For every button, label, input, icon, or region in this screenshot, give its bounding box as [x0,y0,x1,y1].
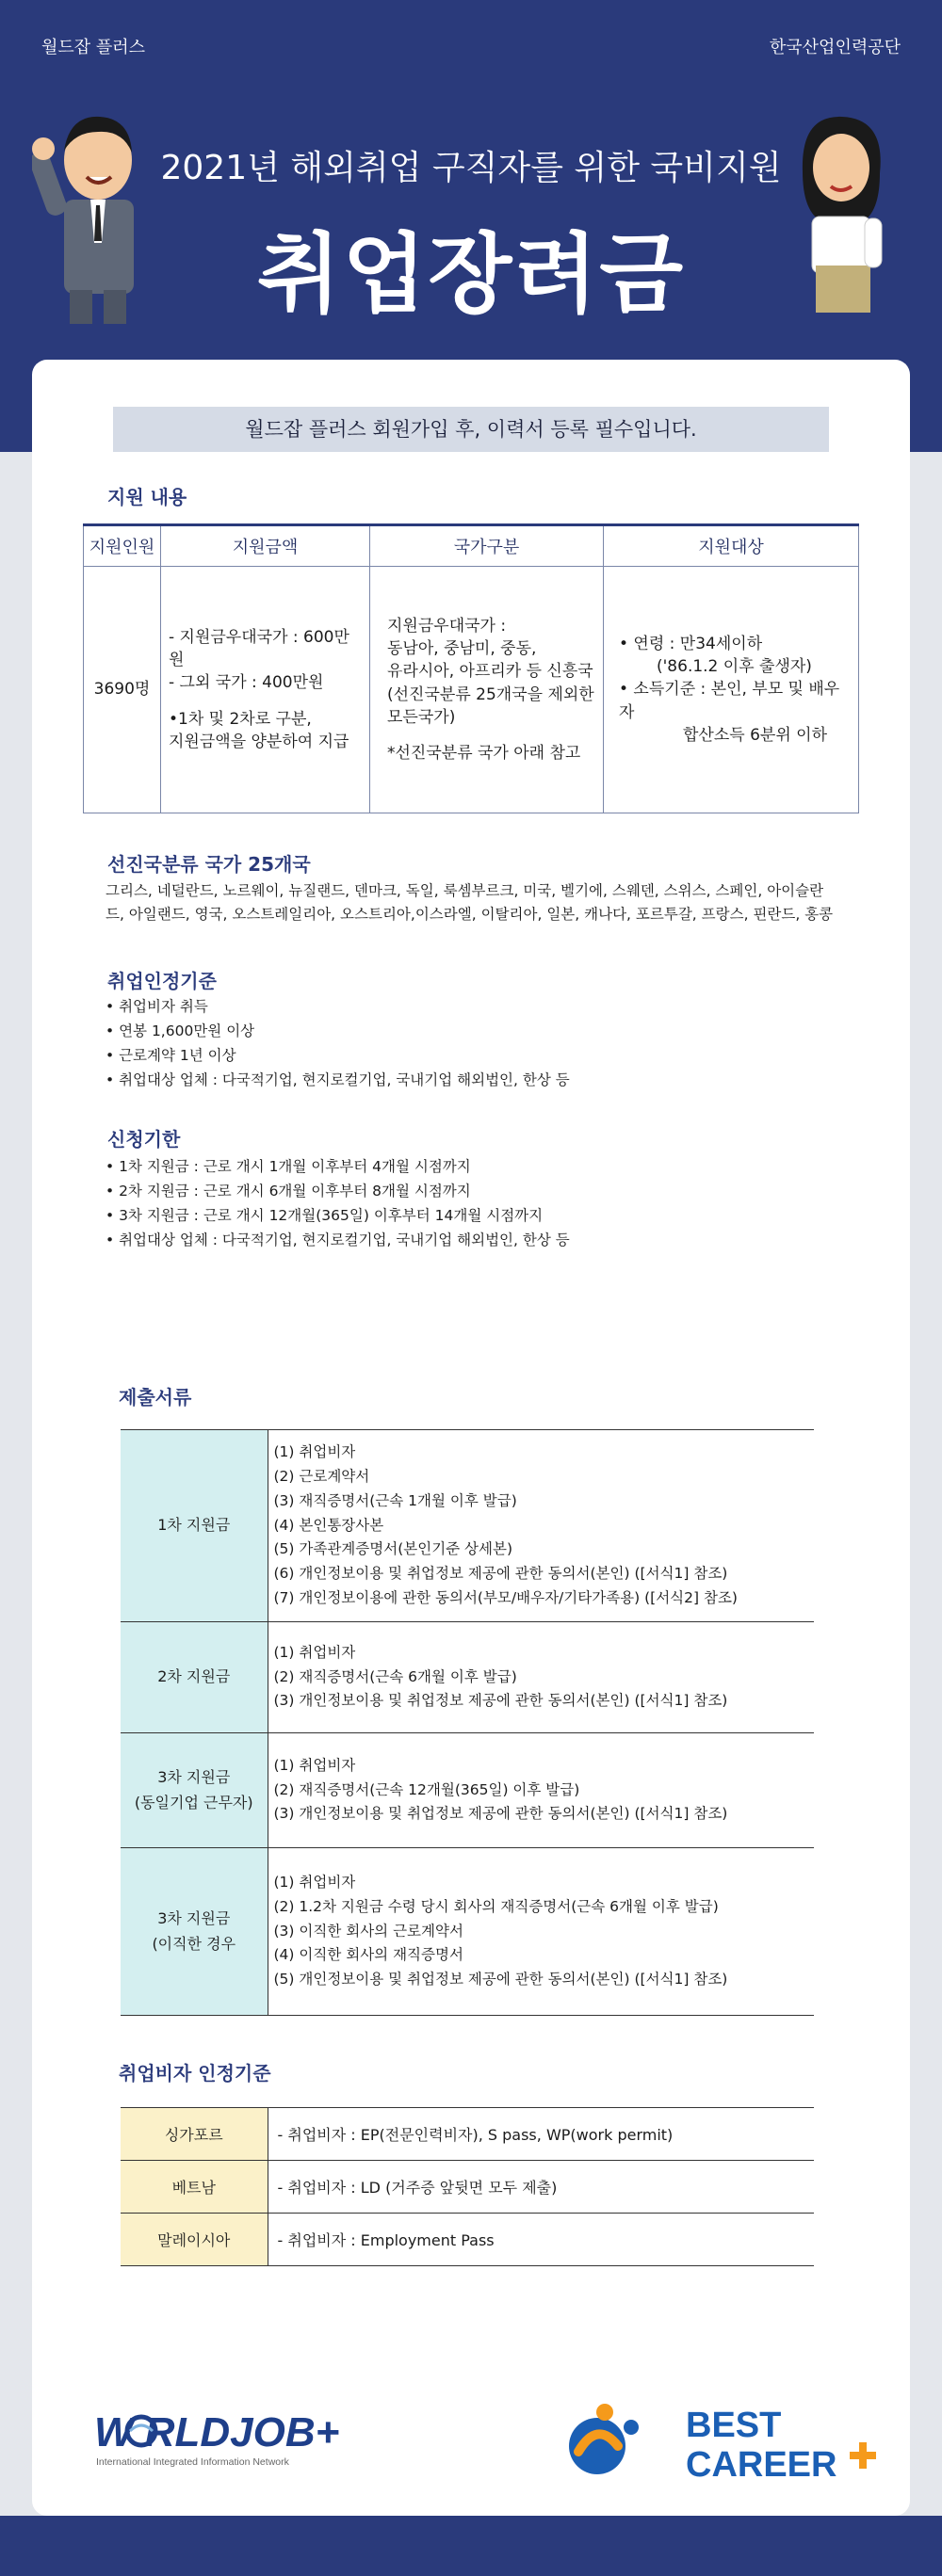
doc-items [268,1430,814,1622]
criteria-section-title: 취업인정기준 [107,970,217,992]
support-section-title: 지원 내용 [107,486,187,508]
worldjob-plus-label: 월드잡 플러스 [41,38,146,57]
support-country-cell [370,567,604,813]
banner-subtitle: 2021년 해외취업 구직자를 위한 국비지원 [160,149,782,187]
doc-item: (6) 개인정보이용 및 취업정보 제공에 관한 동의서(본인) ([서식1] 참조) [273,1565,728,1583]
table-row [121,2214,814,2266]
doc-item: (1) 취업비자 [273,1874,356,1892]
worldjob-logo [94,2403,377,2474]
visa-section-title: 취업비자 인정기준 [119,2062,271,2085]
list-item: • 1차 지원금 : 근로 개시 1개월 이후부터 4개월 시점까지 [106,1158,471,1175]
doc-item: (5) 개인정보이용 및 취업정보 제공에 관한 동의서(본인) ([서식1] 참조) [273,1971,728,1988]
list-item: • 연봉 1,600만원 이상 [106,1022,255,1040]
support-table [83,523,859,813]
target-line: • 소득기준 : 본인, 부모 및 배우자 [619,680,840,722]
col-header-amount: 지원금액 [161,525,370,567]
support-target-cell [604,567,859,813]
worldjob-tagline: International Integrated Information Network [96,2456,289,2468]
list-item: • 3차 지원금 : 근로 개시 12개월(365일) 이후부터 14개월 시점까지 [106,1207,544,1225]
doc-stage-line: 3차 지원금 (동일기업 근무자) [134,1767,253,1811]
doc-item: (2) 근로계약서 [273,1468,370,1486]
doc-stage-label: 1차 지원금 [121,1430,268,1622]
amount-note: 지원금액을 양분하여 지급 [169,732,349,751]
doc-items [268,1733,814,1848]
doc-item: (2) 1.2차 지원금 수령 당시 회사의 재직증명서(근속 6개월 이후 발급) [273,1897,719,1915]
support-amount-cell [161,567,370,813]
country-line: 유라시아, 아프리카 등 신흥국 [387,662,593,682]
best-career-logo [561,2399,882,2484]
period-list [106,1154,859,1252]
doc-item: (3) 재직증명서(근속 1개월 이후 발급) [273,1491,517,1509]
doc-item: (1) 취업비자 [273,1443,356,1461]
hrdkorea-label: 한국산업인력공단 [769,38,901,57]
doc-item: (2) 재직증명서(근속 12개월(365일) 이후 발급) [273,1780,580,1798]
countries-list: 그리스, 네덜란드, 노르웨이, 뉴질랜드, 덴마크, 독일, 룩셈부르크, 미국, 벨기에, 스웨덴, 스위스, 스페인, 아이슬란드, 아일랜드, 영국, 오스트레일리아, 오스트리아,이스라엘, 이탈리아, 일본, 캐나다, 포르투갈, 프랑스, 핀란드, 홍콩 [106,882,834,923]
visa-country: 말레이시아 [121,2214,268,2266]
visa-desc: - 취업비자 : Employment Pass [277,2231,495,2249]
list-item: • 취업대상 업체 : 다국적기업, 현지로컬기업, 국내기업 해외법인, 한상 등 [106,1071,570,1089]
doc-item: (1) 취업비자 [273,1756,356,1774]
col-header-target: 지원대상 [604,525,859,567]
doc-item: (1) 취업비자 [273,1643,356,1661]
amount-line: - 그외 국가 : 400만원 [169,673,324,693]
countries-section-title: 선진국분류 국가 25개국 [107,853,311,876]
amount-line: - 지원금우대국가 : 600만원 [169,628,349,670]
country-line: 지원금우대국가 : [387,617,507,636]
best-text: BEST [686,2406,782,2445]
visa-country: 베트남 [121,2161,268,2214]
col-header-country: 국가구분 [370,525,604,567]
doc-item: (3) 개인정보이용 및 취업정보 제공에 관한 동의서(본인) ([서식1] 참조) [273,1805,728,1823]
table-row [121,1733,814,1848]
criteria-list [106,994,859,1092]
support-count: 3690명 [84,567,161,813]
table-row [84,567,859,813]
footer-bar [0,2516,942,2576]
doc-stage-label: 2차 지원금 [121,1622,268,1733]
doc-item: (7) 개인정보이용에 관한 동의서(부모/배우자/기타가족용) ([서식2] 참조) [273,1588,738,1606]
country-line: 모든국가) [387,707,456,727]
doc-item: (5) 가족관계증명서(본인기준 상세본) [273,1540,513,1558]
doc-stage-label [121,1733,268,1848]
period-section-title: 신청기한 [107,1128,181,1151]
doc-items [268,1622,814,1733]
list-item: • 2차 지원금 : 근로 개시 6개월 이후부터 8개월 시점까지 [106,1183,471,1200]
amount-note: •1차 및 2차로 구분, [169,709,312,729]
visa-table [121,2107,814,2266]
country-line: (선진국분류 25개국을 제외한 [387,684,594,704]
doc-item: (4) 본인통장사본 [273,1516,384,1534]
table-row [121,2161,814,2214]
worldjob-logo-text: W RLDJOB+ [94,2409,340,2455]
table-row [121,2108,814,2161]
table-row [121,1430,814,1622]
doc-item: (3) 개인정보이용 및 취업정보 제공에 관한 동의서(본인) ([서식1] 참조) [273,1692,728,1710]
target-line: ('86.1.2 이후 출생자) [657,657,812,677]
visa-country: 싱가포르 [121,2108,268,2161]
doc-item: (2) 재직증명서(근속 6개월 이후 발급) [273,1667,517,1685]
doc-items [268,1848,814,2016]
doc-stage-label [121,1848,268,2016]
doc-stage-line: 3차 지원금 (이직한 경우 [152,1908,236,1953]
col-header-count: 지원인원 [84,525,161,567]
doc-item: (3) 이직한 회사의 근로계약서 [273,1922,463,1940]
list-item: • 근로계약 1년 이상 [106,1047,236,1065]
documents-section-title: 제출서류 [119,1386,192,1409]
documents-table [121,1429,814,2016]
visa-desc: - 취업비자 : EP(전문인력비자), S pass, WP(work permit) [277,2126,674,2144]
visa-desc: - 취업비자 : LD (거주증 앞뒷면 모두 제출) [277,2179,558,2197]
doc-item: (4) 이직한 회사의 재직증명서 [273,1946,463,1964]
signup-notice: 월드잡 플러스 회원가입 후, 이력서 등록 필수입니다. [113,407,829,452]
country-note: *선진국분류 국가 아래 참고 [387,743,581,763]
list-item: • 취업대상 업체 : 다국적기업, 현지로컬기업, 국내기업 해외법인, 한상 등 [106,1232,570,1249]
career-text: CAREER [686,2445,837,2484]
target-line: 합산소득 6분위 이하 [683,725,827,745]
banner-title: 취업장려금 [256,224,686,325]
table-row [121,1848,814,2016]
table-row [121,1622,814,1733]
target-line: • 연령 : 만34세이하 [619,635,763,654]
list-item: • 취업비자 취득 [106,998,208,1015]
country-line: 동남아, 중남미, 중동, [387,639,537,659]
